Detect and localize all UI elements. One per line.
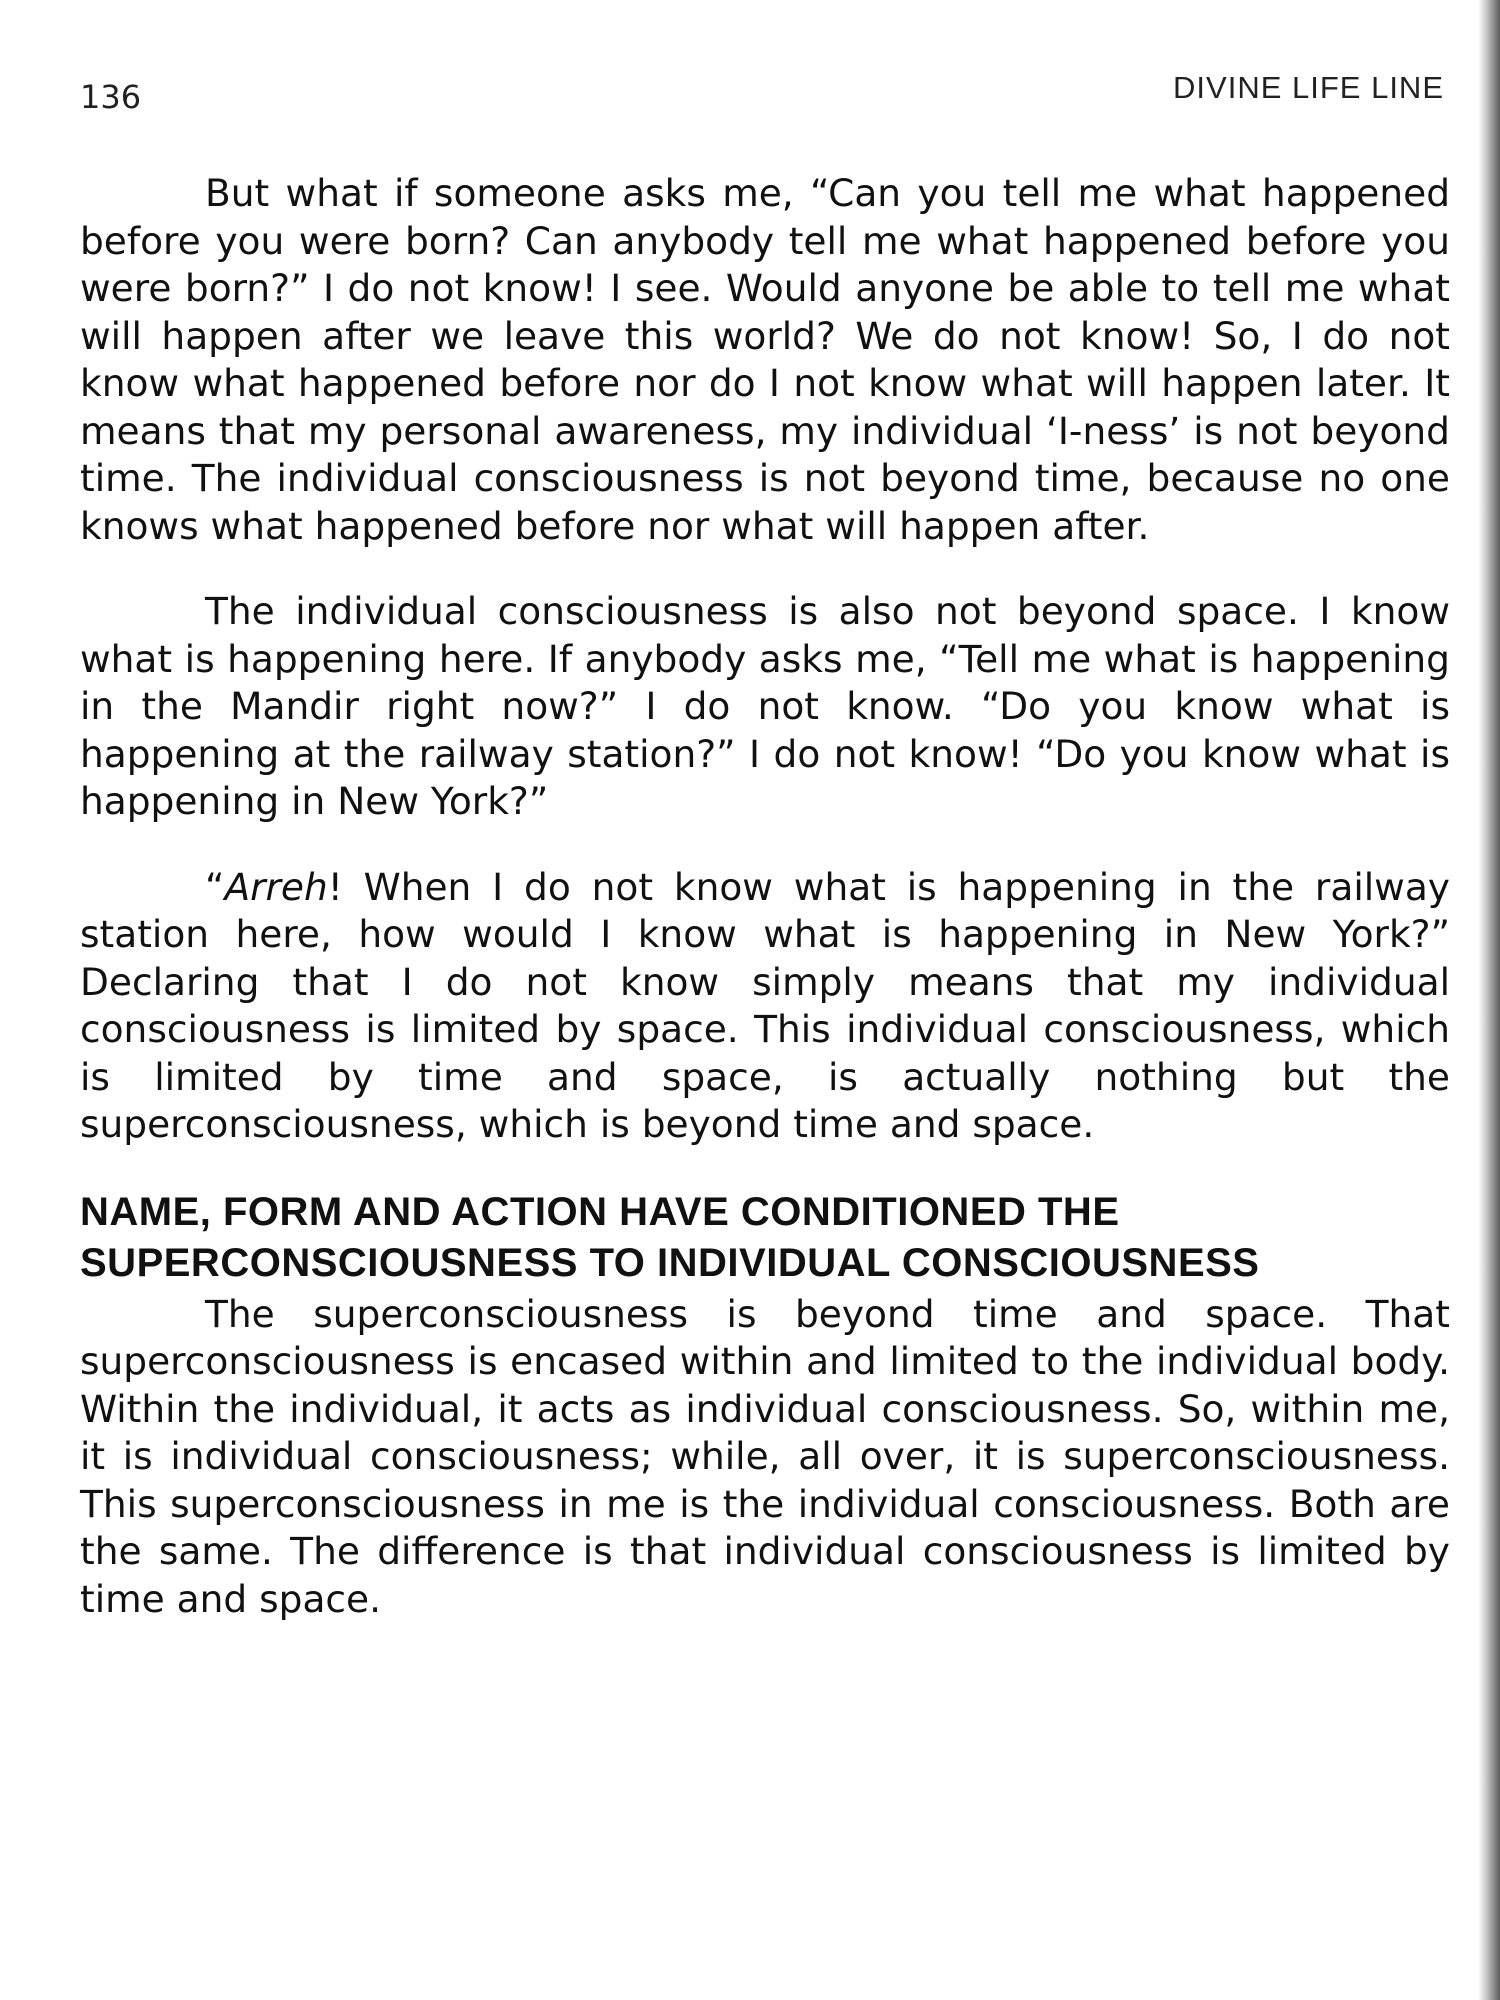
italic-word: Arreh bbox=[224, 864, 328, 909]
page-body bbox=[80, 170, 1450, 1661]
paragraph-2: The individual consciousness is also not beyond space. I know what is happening here. If anybody asks me, “Tell me what is happening in the Mandir right now?” I do not know. “Do you know what is happening at the railway station?” I do not know! “Do you know what is happening in New York?” bbox=[80, 589, 1450, 823]
page-number: 136 bbox=[80, 78, 142, 116]
running-title: DIVINE LIFE LINE bbox=[1173, 70, 1444, 105]
section-heading: NAME, FORM AND ACTION HAVE CONDITIONED THE SUPERCONSCIOUSNESS TO INDIVIDUAL CONSCIOUSNESS bbox=[80, 1189, 1260, 1285]
page-edge-shadow bbox=[1478, 0, 1500, 2000]
open-quote: “ bbox=[205, 864, 225, 909]
section-paragraph: The superconsciousness is beyond time and space. That superconsciousness is encased within and limited to the individual body. Within the individual, it acts as individual consciousness. So, within me, it is individual consciousness; while, all over, it is superconsciousness. This superconsciousness in me is the individual consciousness. Both are the same. The difference is that individual consciousness is limited by time and space. bbox=[80, 1291, 1450, 1621]
paragraph-1: But what if someone asks me, “Can you tell me what happened before you were born? Can anybody tell me what happened before you were born?” I do not know! I see. Would anyone be able to tell me what will happen after we leave this world? We do not know! So, I do not know what happened before nor do I not know what will happen later. It means that my personal awareness, my individual ‘I-ness’ is not beyond time. The individual consciousness is not beyond time, because no one knows what happened before nor what will happen after. bbox=[80, 171, 1450, 548]
paragraph-3-rest: ! When I do not know what is happening in the railway station here, how would I know what is happening in New York?” Declaring that I do not know simply means that my individual consciousness is limited by space. This individual consciousness, which is limited by time and space, is actually nothing but the superconsciousness, which is beyond time and space. bbox=[80, 864, 1450, 1146]
paragraph-3 bbox=[80, 864, 1450, 1149]
